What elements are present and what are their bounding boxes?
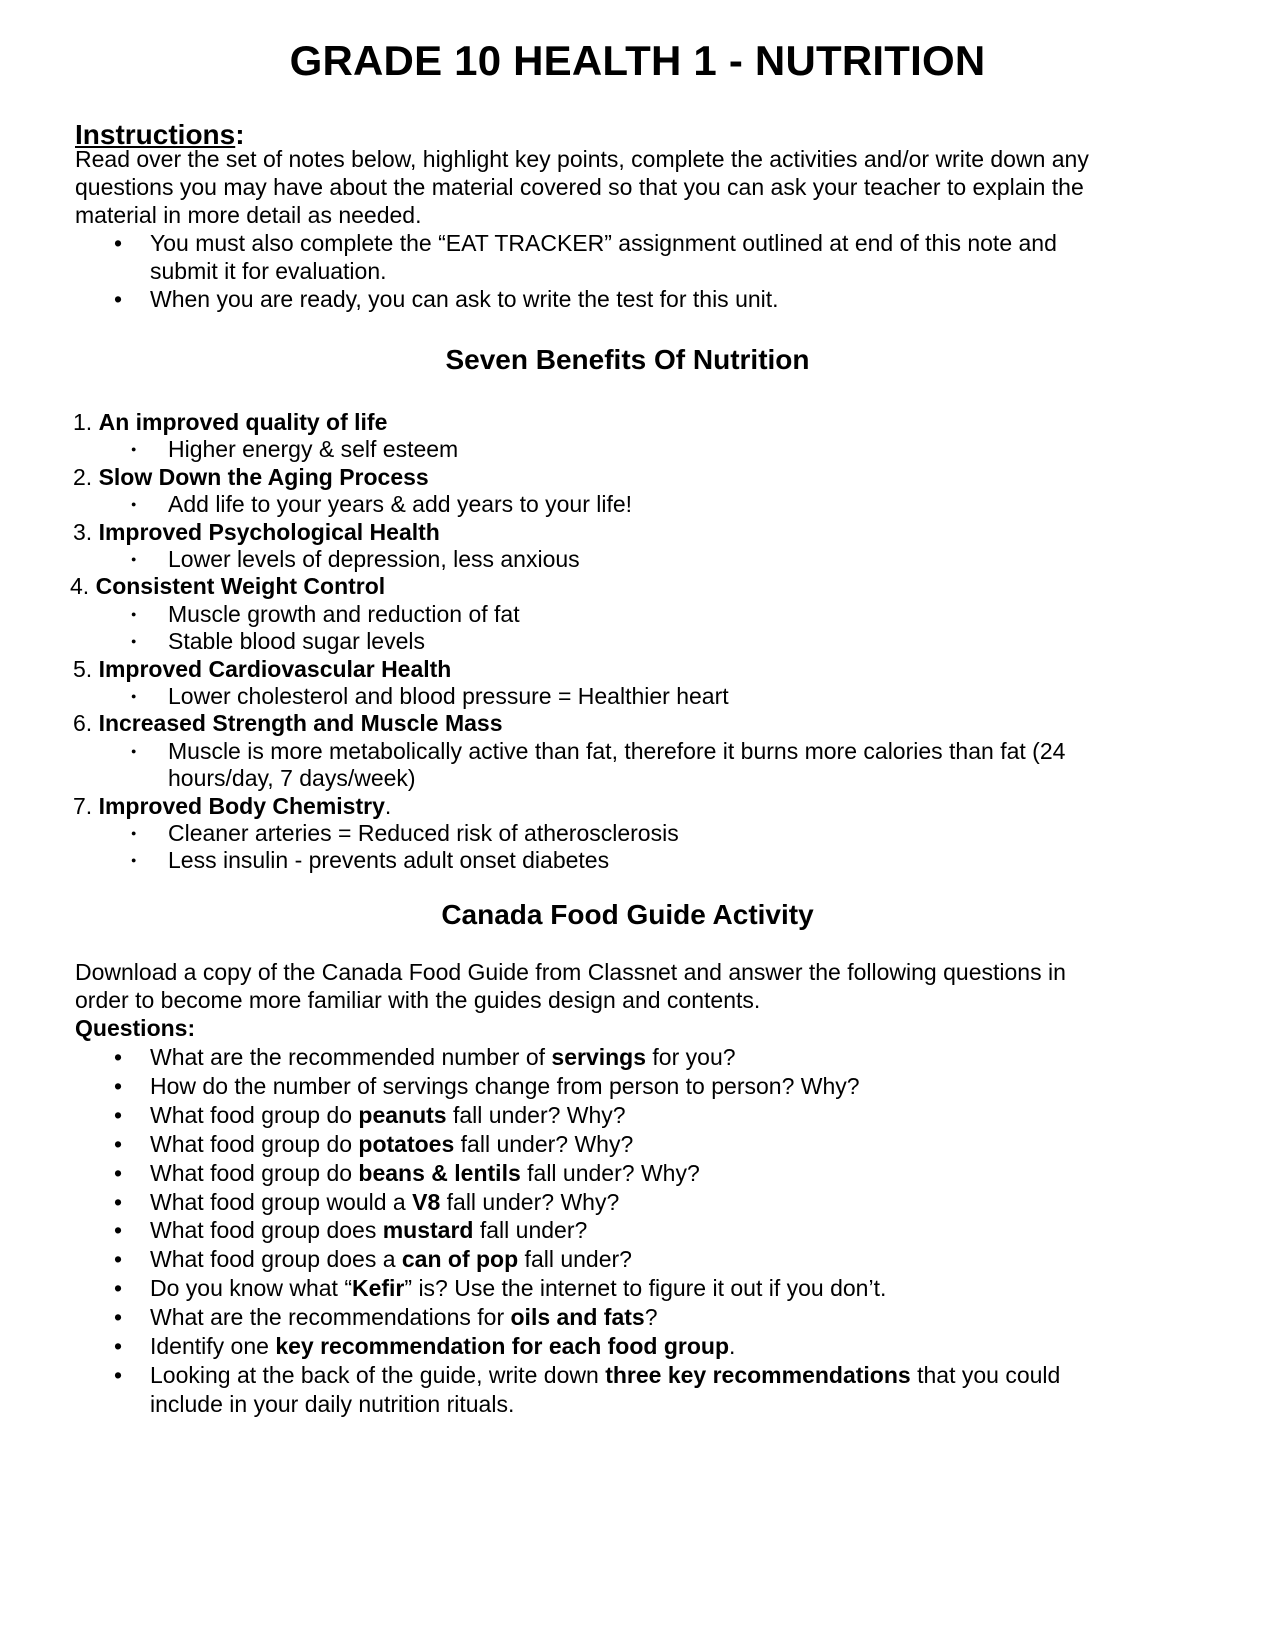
question-text: fall under? Why? (454, 1130, 634, 1157)
bullet-icon: • (114, 1159, 123, 1186)
benefit-item-3 (73, 518, 440, 547)
question-keyword: can of pop (401, 1246, 519, 1273)
bullet-icon: • (114, 1044, 123, 1070)
benefit-title: Improved Psychological Health (98, 518, 440, 545)
benefit-item-1 (73, 408, 387, 437)
benefit-number: 3. (73, 518, 99, 545)
bullet-icon: • (114, 1217, 123, 1244)
bullet-icon: ● (131, 444, 137, 455)
instructions-heading-text: Instructions (75, 119, 236, 150)
question-item-10 (150, 1302, 1185, 1332)
question-text: How do the number of servings change from person to person? Why? (150, 1072, 860, 1099)
bullet-icon: • (114, 286, 123, 312)
bullet-icon: ● (131, 636, 137, 647)
benefit-title: Improved Cardiovascular Health (98, 655, 452, 682)
question-text: What food group do (150, 1130, 359, 1157)
question-item-9 (150, 1273, 1185, 1303)
bullet-icon: • (114, 1130, 123, 1157)
question-text: What food group would a (150, 1188, 413, 1215)
question-text: fall under? Why? (440, 1188, 620, 1215)
instructions-paragraph-line-2: questions you may have about the material covered so that you can ask your teacher to explain the (75, 174, 1084, 200)
benefit-detail: Stable blood sugar levels (168, 628, 425, 655)
question-item-6 (150, 1187, 1185, 1217)
benefit-item-4 (70, 572, 385, 601)
question-item-4 (150, 1129, 1185, 1159)
benefit-number: 7. (73, 792, 99, 819)
bullet-icon: ● (131, 499, 137, 510)
benefits-heading: Seven Benefits Of Nutrition (445, 344, 810, 375)
benefit-number: 4. (70, 573, 96, 600)
question-keyword: three key recommendations (605, 1361, 911, 1388)
benefit-number: 6. (73, 710, 99, 737)
question-text: What food group do (150, 1159, 359, 1186)
food-guide-heading: Canada Food Guide Activity (441, 899, 814, 930)
bullet-icon: • (114, 1188, 123, 1215)
benefit-detail: Muscle growth and reduction of fat (168, 600, 520, 627)
question-item-8 (150, 1244, 1185, 1274)
bullet-icon: • (114, 1304, 123, 1331)
benefit-item-6 (73, 709, 502, 738)
instruction-bullet-1-line-2: submit it for evaluation. (150, 258, 387, 284)
benefit-detail: Higher energy & self esteem (168, 436, 459, 463)
instructions-paragraph-line-3: material in more detail as needed. (75, 202, 422, 228)
question-keyword: mustard (382, 1217, 474, 1244)
benefit-item-5 (73, 655, 451, 684)
question-keyword: peanuts (358, 1101, 447, 1128)
benefit-detail: Lower levels of depression, less anxious (168, 546, 580, 572)
bullet-icon: • (114, 1333, 123, 1359)
instruction-bullet-2: When you are ready, you can ask to write the test for this unit. (150, 286, 779, 312)
question-keyword: key recommendation for each food group (275, 1333, 729, 1359)
question-item-3 (150, 1100, 1185, 1130)
benefit-item-7 (73, 792, 391, 821)
question-keyword: servings (551, 1044, 647, 1070)
bullet-icon: • (114, 1246, 123, 1273)
question-text: ? (644, 1304, 658, 1331)
question-text: fall under? Why? (520, 1159, 700, 1186)
bullet-icon: • (114, 1072, 123, 1099)
bullet-icon: ● (131, 745, 137, 756)
question-keyword: oils and fats (510, 1304, 645, 1331)
question-keyword: potatoes (358, 1130, 455, 1157)
bullet-icon: • (114, 1275, 123, 1302)
question-item-1 (150, 1042, 1185, 1072)
questions-label: Questions: (75, 1015, 196, 1041)
benefit-title-suffix: . (384, 792, 392, 819)
benefit-title: An improved quality of life (98, 409, 388, 435)
bullet-icon: ● (131, 608, 137, 619)
question-item-11 (150, 1331, 1185, 1361)
question-keyword: Kefir (351, 1275, 405, 1302)
benefit-detail: Less insulin - prevents adult onset diabetes (168, 847, 610, 874)
question-text: What are the recommendations for (150, 1304, 511, 1331)
bullet-icon: • (114, 1361, 123, 1388)
benefit-number: 5. (73, 655, 99, 682)
bullet-icon: ● (131, 691, 137, 701)
question-text: fall under? (473, 1217, 588, 1244)
question-text: Looking at the back of the guide, write down (150, 1361, 606, 1388)
question-text: fall under? (518, 1246, 632, 1273)
question-text: What food group do (150, 1101, 359, 1128)
question-text: Do you know what “ (150, 1275, 352, 1302)
bullet-icon: ● (131, 855, 137, 866)
benefit-title: Slow Down the Aging Process (98, 463, 429, 490)
question-text: What food group does a (150, 1246, 402, 1273)
bullet-icon: ● (131, 554, 137, 564)
food-guide-paragraph-line-2: order to become more familiar with the guides design and contents. (75, 987, 761, 1013)
page-title: GRADE 10 HEALTH 1 - NUTRITION (289, 37, 986, 84)
question-text: for you? (646, 1044, 736, 1070)
benefit-detail: Add life to your years & add years to your life! (168, 491, 633, 518)
benefit-title: Improved Body Chemistry (98, 792, 385, 819)
question-text: ” is? Use the internet to figure it out if you don’t. (404, 1275, 887, 1302)
question-item-2 (150, 1071, 1185, 1101)
benefit-title: Increased Strength and Muscle Mass (98, 710, 503, 737)
instruction-bullet-1-line-1: You must also complete the “EAT TRACKER” assignment outlined at end of this note and (150, 230, 1057, 256)
question-item-12 (150, 1360, 1185, 1390)
bullet-icon: ● (131, 828, 137, 838)
question-text: What are the recommended number of (150, 1044, 552, 1070)
question-item-5 (150, 1158, 1185, 1188)
benefit-detail: Muscle is more metabolically active than fat, therefore it burns more calories than fat (24 (168, 737, 1066, 764)
bullet-icon: • (114, 1101, 123, 1128)
question-keyword: V8 (412, 1188, 441, 1215)
question-keyword: beans & lentils (358, 1159, 521, 1186)
question-text: . (729, 1333, 736, 1359)
instructions-heading-colon: : (235, 119, 245, 150)
food-guide-paragraph-line-1: Download a copy of the Canada Food Guide from Classnet and answer the following questions in (75, 959, 1066, 985)
question-text: fall under? Why? (446, 1101, 626, 1128)
benefit-detail: Cleaner arteries = Reduced risk of atherosclerosis (168, 820, 679, 846)
instructions-paragraph-line-1: Read over the set of notes below, highlight key points, complete the activities and/or write down any (75, 146, 1089, 172)
question-text: What food group does (150, 1217, 383, 1244)
benefit-number: 1. (73, 409, 99, 435)
benefit-number: 2. (73, 463, 99, 490)
question-item-7 (150, 1215, 1185, 1245)
benefit-item-2 (73, 463, 429, 492)
question-text: Identify one (150, 1333, 276, 1359)
benefit-detail: hours/day, 7 days/week) (168, 765, 416, 792)
benefit-detail: Lower cholesterol and blood pressure = Healthier heart (168, 683, 729, 709)
benefit-title: Consistent Weight Control (95, 573, 386, 600)
question-text: that you could (910, 1361, 1061, 1388)
question-item-12-line-2: include in your daily nutrition rituals. (150, 1390, 515, 1417)
bullet-icon: • (114, 230, 123, 256)
